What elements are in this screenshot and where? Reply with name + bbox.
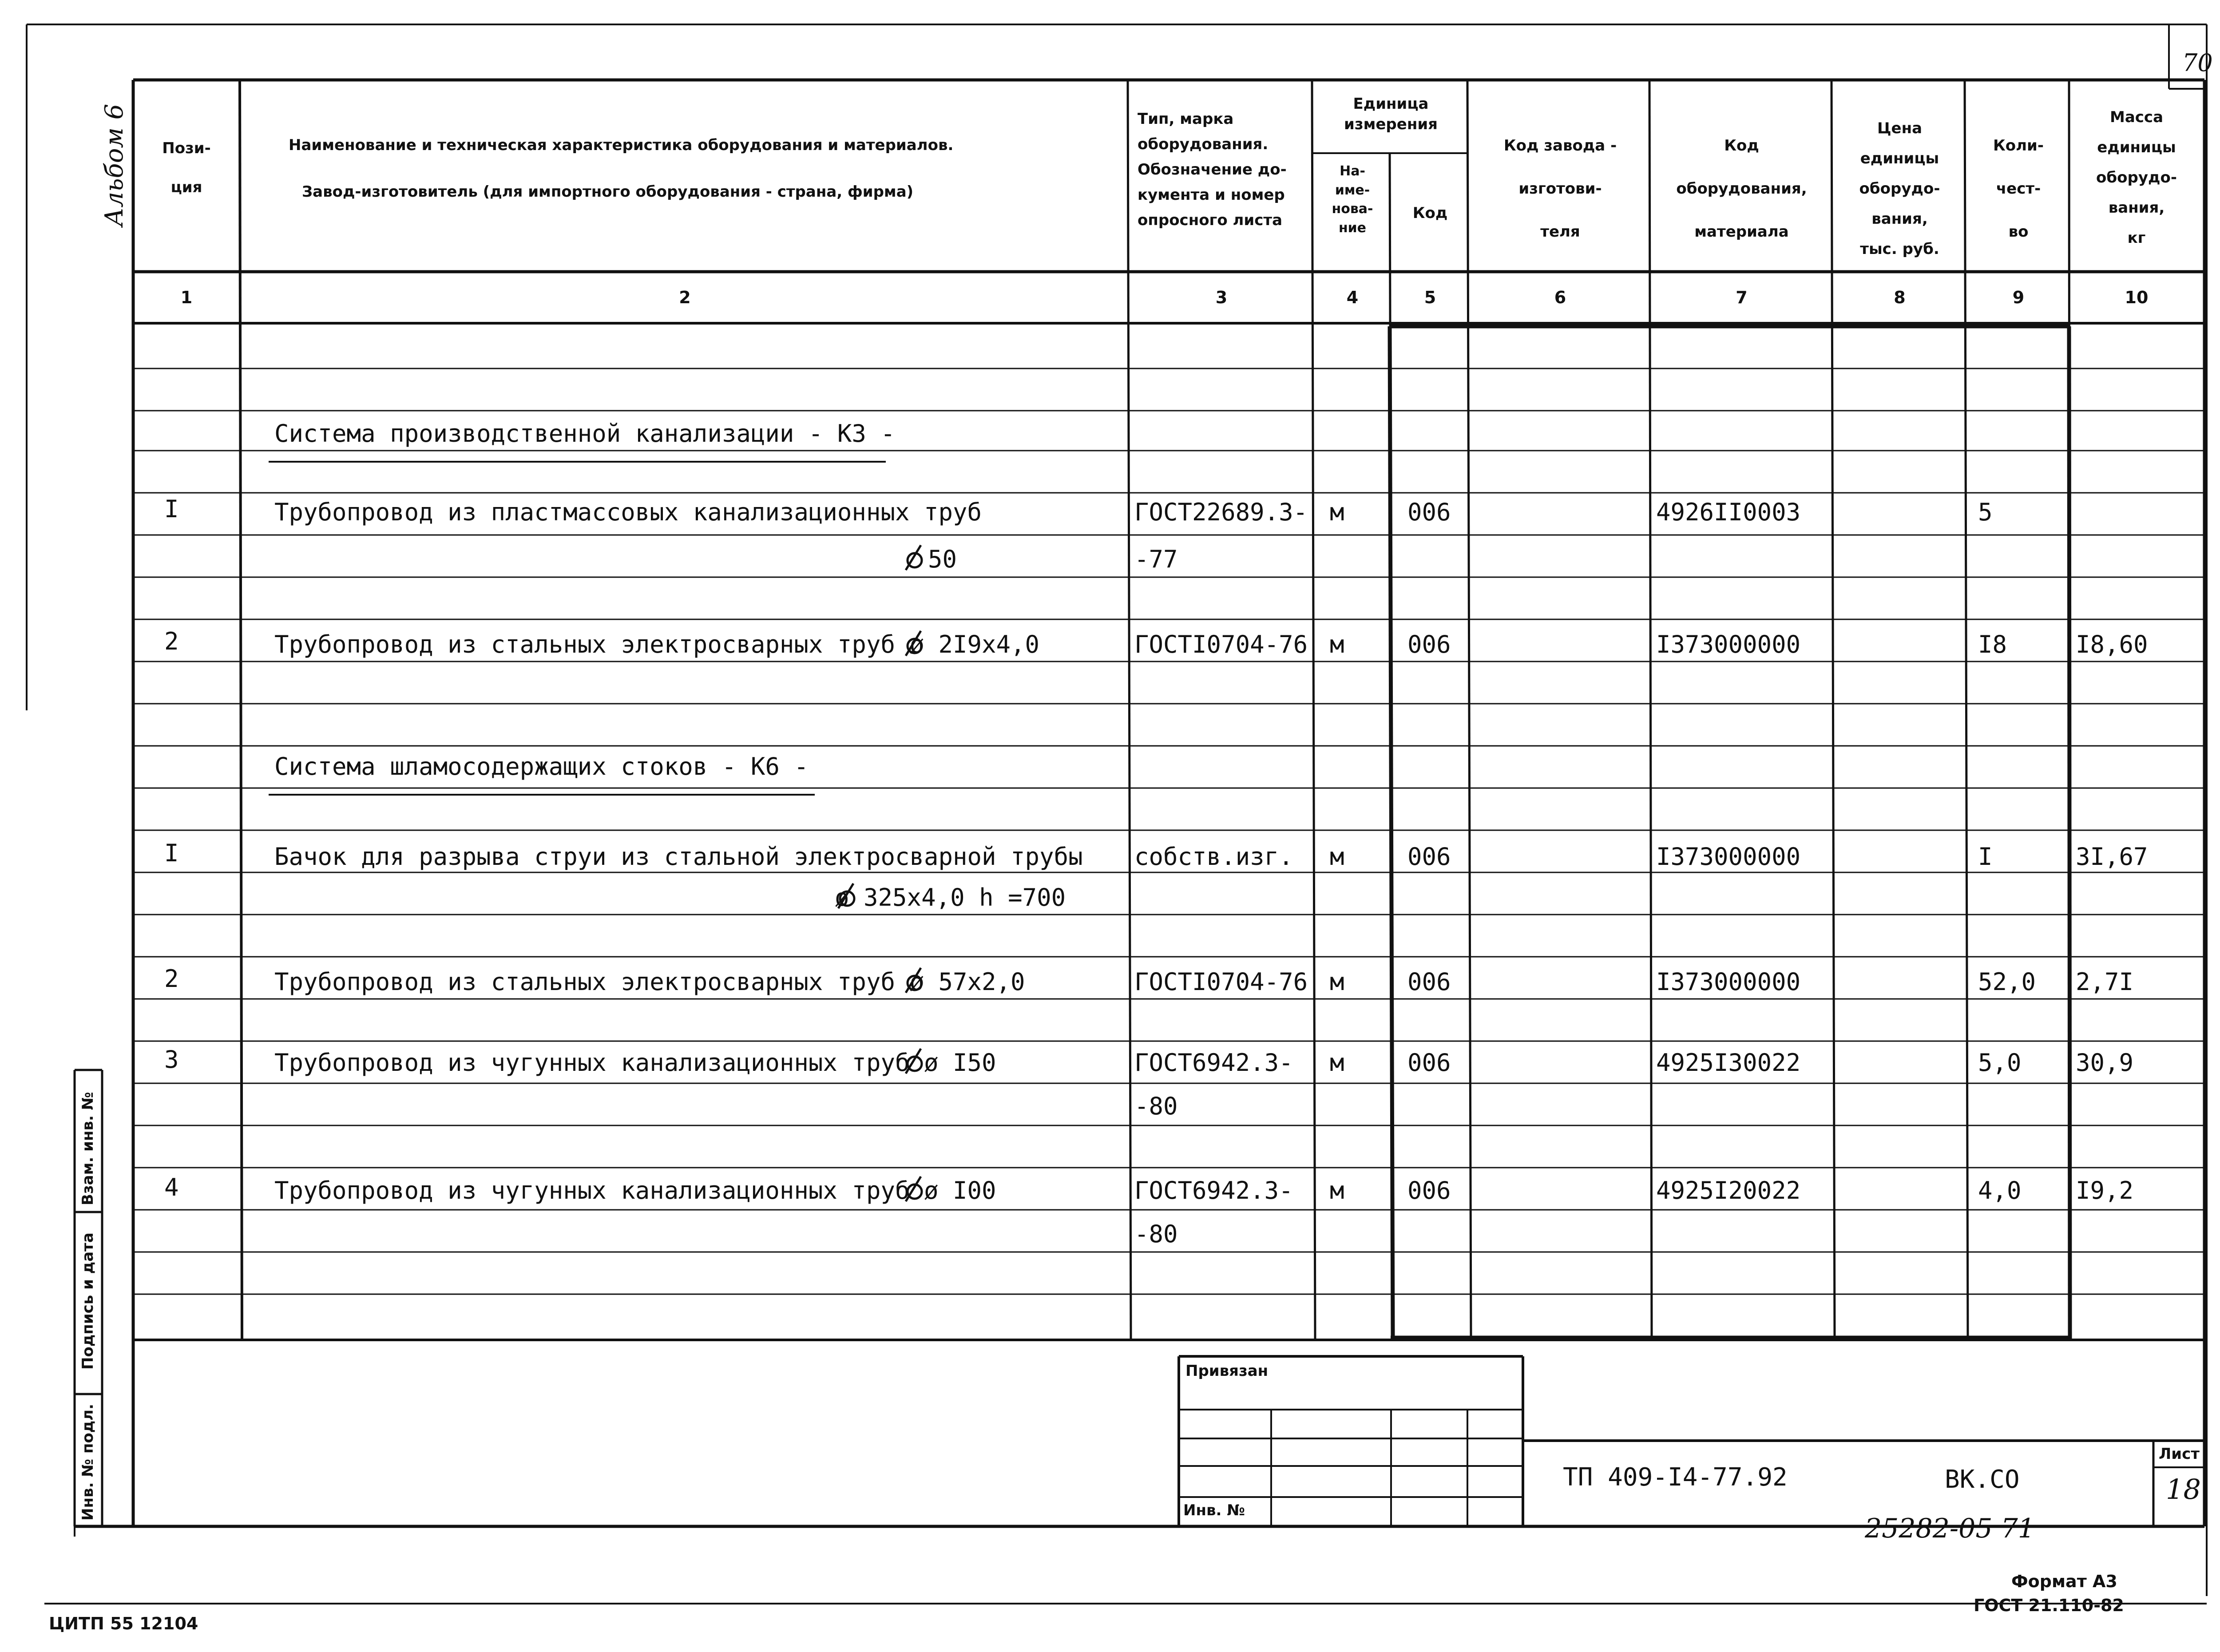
unit-name: м xyxy=(1330,498,1344,526)
equipment-code: I373000000 xyxy=(1656,968,1801,996)
header-manufacturer-code: Код завода - изготови- теля xyxy=(1503,137,1617,241)
item-type: ГОСТI0704-76 xyxy=(1134,968,1308,996)
position-number: 3 xyxy=(164,1046,179,1074)
position-number: 2 xyxy=(164,965,179,993)
position-number: 4 xyxy=(164,1173,179,1201)
unit-mass: 3I,67 xyxy=(2076,843,2148,871)
unit-mass: I9,2 xyxy=(2076,1177,2134,1204)
item-name: Трубопровод из пластмассовых канализационных труб xyxy=(274,498,982,526)
header-type: Тип, марка оборудования. Обозначение до- кумента и номер опросного листа xyxy=(1138,110,1287,230)
unit-code: 006 xyxy=(1407,498,1451,526)
item-type-cont: -80 xyxy=(1134,1220,1178,1248)
quantity: 5,0 xyxy=(1978,1049,2022,1077)
column-number: 10 xyxy=(2125,288,2149,307)
stamp-inv-podl: Инв. № подл. xyxy=(79,1403,97,1521)
header-position: Пози- ция xyxy=(162,139,211,197)
gost-label: ГОСТ 21.110-82 xyxy=(1974,1596,2124,1615)
title-block-privyazan: Привязан xyxy=(1185,1362,1269,1380)
column-number: 7 xyxy=(1736,288,1748,307)
column-number: 3 xyxy=(1215,288,1228,307)
quantity: 4,0 xyxy=(1978,1177,2022,1204)
equipment-code: 4925I30022 xyxy=(1656,1049,1801,1077)
format-label: Формат А3 xyxy=(2011,1572,2117,1591)
header-unit-group: Единица измерения xyxy=(1344,95,1438,133)
unit-name: м xyxy=(1330,968,1344,996)
item-name: Трубопровод из стальных электросварных труб ø 57х2,0 xyxy=(274,968,1025,996)
stamp-podpis-data: Подпись и дата xyxy=(79,1232,97,1370)
equipment-code: I373000000 xyxy=(1656,630,1801,658)
item-name: Трубопровод из стальных электросварных труб ø 2I9х4,0 xyxy=(274,630,1040,658)
position-number: 2 xyxy=(164,627,179,655)
position-number: I xyxy=(164,839,179,867)
quantity: I8 xyxy=(1978,630,2007,658)
item-type: ГОСТ6942.3- xyxy=(1134,1177,1293,1204)
unit-code: 006 xyxy=(1407,968,1451,996)
item-name-dimension: 50 xyxy=(928,545,957,573)
unit-name: м xyxy=(1330,843,1344,871)
header-unit-code: Код xyxy=(1412,204,1448,222)
document-designation: ТП 409-I4-77.92 xyxy=(1563,1463,1788,1492)
footer-print-code: ЦИТП 55 12104 xyxy=(49,1614,198,1633)
quantity: I xyxy=(1978,843,1993,871)
document-code: ВК.СО xyxy=(1945,1465,2020,1494)
column-number: 5 xyxy=(1424,288,1436,307)
equipment-code: 4926II0003 xyxy=(1656,498,1801,526)
item-type: ГОСТ22689.3- xyxy=(1134,498,1308,526)
item-type-cont: -77 xyxy=(1134,545,1178,573)
item-type: ГОСТ6942.3- xyxy=(1134,1049,1293,1077)
header-name-line1: Наименование и техническая характеристика оборудования и материалов. xyxy=(289,136,954,154)
equipment-code: I373000000 xyxy=(1656,843,1801,871)
column-number: 2 xyxy=(679,288,691,307)
stamp-vzam-inv: Взам. инв. № xyxy=(79,1092,97,1205)
title-block-inv-no: Инв. № xyxy=(1183,1501,1245,1519)
item-name-dimension: ø 325х4,0 h =700 xyxy=(835,883,1066,911)
album-label: Альбом 6 xyxy=(100,103,129,226)
header-unit-price: Цена единицы оборудо- вания, тыс. руб. xyxy=(1859,119,1940,258)
item-name: Бачок для разрыва струи из стальной электросварной трубы xyxy=(274,843,1083,871)
header-quantity: Коли- чест- во xyxy=(1993,137,2044,241)
column-number: 8 xyxy=(1894,288,1906,307)
section-title: Система производственной канализации - К3 - xyxy=(274,420,895,448)
column-number: 1 xyxy=(180,288,193,307)
item-name: Трубопровод из чугунных канализационных труб ø I50 xyxy=(274,1049,996,1077)
item-type-cont: -80 xyxy=(1134,1092,1178,1120)
unit-code: 006 xyxy=(1407,630,1451,658)
handwritten-registration-number: 25282-05 71 xyxy=(1865,1513,2035,1544)
column-number: 6 xyxy=(1554,288,1566,307)
header-name-line2: Завод-изготовитель (для импортного оборудования - страна, фирма) xyxy=(302,183,914,201)
equipment-code: 4925I20022 xyxy=(1656,1177,1801,1204)
unit-name: м xyxy=(1330,1177,1344,1204)
unit-mass: I8,60 xyxy=(2076,630,2148,658)
unit-mass: 30,9 xyxy=(2076,1049,2134,1077)
header-unit-mass: Масса единицы оборудо- вания, кг xyxy=(2096,108,2177,247)
unit-code: 006 xyxy=(1407,1049,1451,1077)
unit-name: м xyxy=(1330,630,1344,658)
unit-mass: 2,7I xyxy=(2076,968,2134,996)
column-number: 4 xyxy=(1346,288,1359,307)
header-equipment-code: Код оборудования, материала xyxy=(1676,137,1807,241)
unit-code: 006 xyxy=(1407,1177,1451,1204)
position-number: I xyxy=(164,495,179,523)
quantity: 52,0 xyxy=(1978,968,2036,996)
unit-code: 006 xyxy=(1407,843,1451,871)
item-name: Трубопровод из чугунных канализационных труб ø I00 xyxy=(274,1177,996,1204)
sheet-number: 18 xyxy=(2166,1473,2201,1505)
header-unit-name: На- име- нова- ние xyxy=(1332,163,1373,236)
item-type: ГОСТI0704-76 xyxy=(1134,630,1308,658)
quantity: 5 xyxy=(1978,498,1993,526)
column-number: 9 xyxy=(2012,288,2025,307)
unit-name: м xyxy=(1330,1049,1344,1077)
item-type: собств.изг. xyxy=(1134,843,1293,871)
section-title: Система шламосодержащих стоков - К6 - xyxy=(274,753,809,780)
sheet-label: Лист xyxy=(2159,1445,2200,1463)
corner-page-number: 70 xyxy=(2182,49,2213,77)
